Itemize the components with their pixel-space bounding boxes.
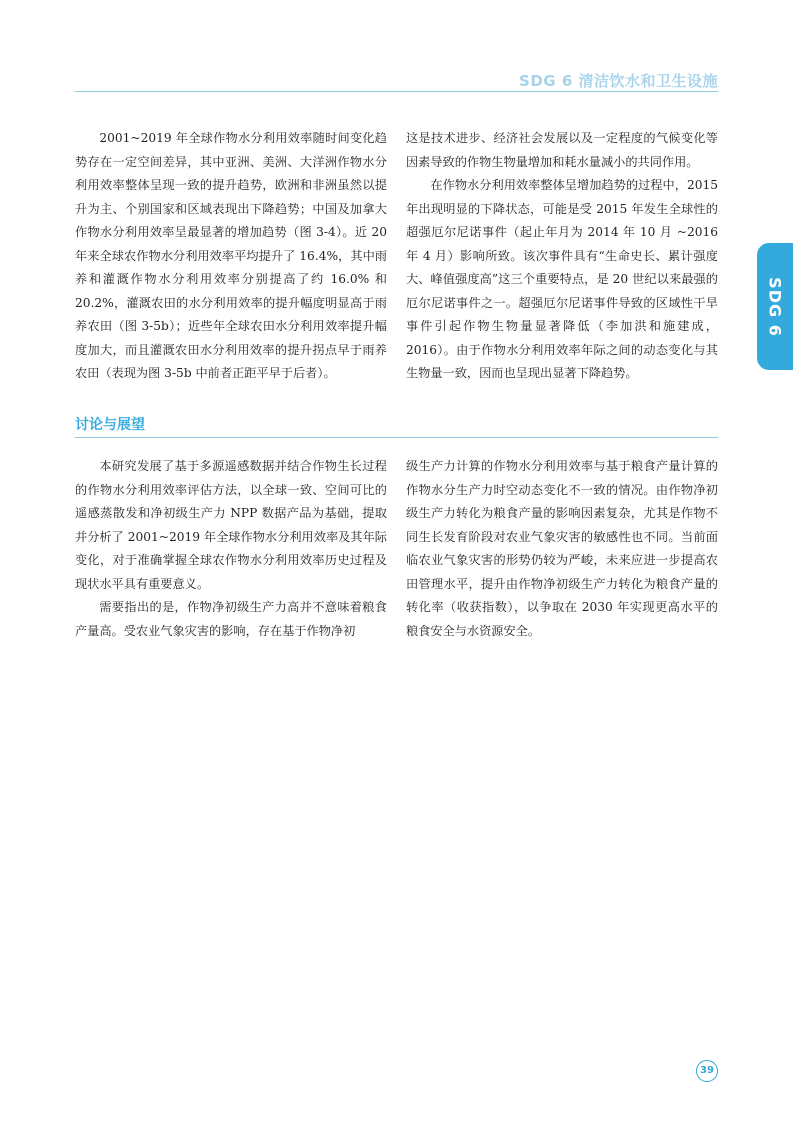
paragraph: 2001~2019 年全球作物水分利用效率随时间变化趋势存在一定空间差异，其中亚洲、美洲、大洋洲作物水分利用效率整体呈现一致的提升趋势，欧洲和非洲虽然以提升为主、个别国家和区域表现出下降趋势；中国及加拿大作物水分利用效率呈最显著的增加趋势（图 3-4）。近 20 年来全球农作物水分利用效率平均提升了 16.4%，其中雨养和灌溉作物水分利用效率分别提高了约 16.0% 和 20.2%，灌溉农田的水分利用效率的提升幅度明显高于雨养农田（图 3-5b）；近些年全球农田水分利用效率提升幅度加大，而且灌溉农田水分利用效率的提升拐点早于雨养农田（表现为图 3-5b 中前者正距平早于后者）。 [75,131,387,380]
paragraph: 本研究发展了基于多源遥感数据并结合作物生长过程的作物水分利用效率评估方法，以全球一致、空间可比的遥感蒸散发和净初级生产力 NPP 数据产品为基础，提取并分析了 2001~2019 年全球作物水分利用效率及其年际变化，对于准确掌握全球农作物水分利用效率历史过程及现状水平具有重要意义。 [75,459,387,591]
top-left-column [75,127,387,386]
side-tab-label: SDG 6 [765,276,785,337]
header-title: SDG 6 清洁饮水和卫生设施 [519,72,718,90]
header-rule [75,91,718,92]
section-heading: 讨论与展望 [75,417,145,433]
paragraph: 需要指出的是，作物净初级生产力高并不意味着粮食产量高。受农业气象灾害的影响，存在基于作物净初 [75,600,387,638]
paragraph: 级生产力计算的作物水分利用效率与基于粮食产量计算的作物水分生产力时空动态变化不一致的情况。由作物净初级生产力转化为粮食产量的影响因素复杂，尤其是作物不同生长发育阶段对农业气象灾害的敏感性也不同。当前面临农业气象灾害的形势仍较为严峻，未来应进一步提高农田管理水平，提升由作物净初级生产力转化为粮食产量的转化率（收获指数），以争取在 2030 年实现更高水平的粮食安全与水资源安全。 [406,459,718,638]
paragraph: 在作物水分利用效率整体呈增加趋势的过程中，2015 年出现明显的下降状态，可能是受 2015 年发生全球性的超强厄尔尼诺事件（起止年月为 2014 年 10 月 ~2016 年 4 月）影响所致。该次事件具有“生命史长、累计强度大、峰值强度高”这三个重要特点，是 20 世纪以来最强的厄尔尼诺事件之一。超强厄尔尼诺事件导致的区域性干旱事件引起作物生物量显著降低（李加洪和施建成，2016）。由于作物水分利用效率年际之间的动态变化与其生物量一致，因而也呈现出显著下降趋势。 [406,178,718,380]
top-right-column [406,127,718,386]
paragraph: 这是技术进步、经济社会发展以及一定程度的气候变化等因素导致的作物生物量增加和耗水量减小的共同作用。 [406,131,718,169]
discussion-right-column [406,455,718,643]
page-number: 39 [696,1060,718,1082]
side-tab [757,243,793,370]
discussion-left-column [75,455,387,643]
section-rule [75,437,718,438]
